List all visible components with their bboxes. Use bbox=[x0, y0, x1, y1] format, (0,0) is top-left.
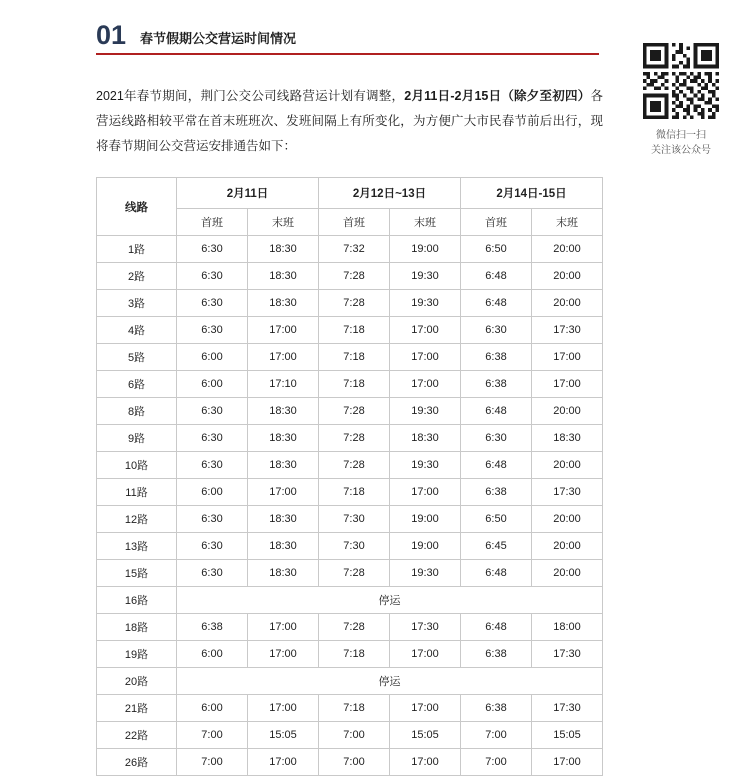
cell-time: 6:50 bbox=[461, 506, 532, 533]
cell-time: 7:00 bbox=[177, 722, 248, 749]
cell-time: 20:00 bbox=[532, 452, 603, 479]
th-group-1: 2月12日~13日 bbox=[319, 178, 461, 209]
cell-time: 18:30 bbox=[248, 506, 319, 533]
cell-time: 17:00 bbox=[390, 317, 461, 344]
table-row bbox=[97, 290, 603, 317]
cell-time: 6:30 bbox=[177, 533, 248, 560]
cell-time: 15:05 bbox=[390, 722, 461, 749]
table-row bbox=[97, 371, 603, 398]
cell-time: 15:05 bbox=[248, 722, 319, 749]
cell-route: 2路 bbox=[97, 263, 177, 290]
table-row bbox=[97, 668, 603, 695]
cell-time: 7:00 bbox=[461, 749, 532, 776]
cell-time: 6:00 bbox=[177, 479, 248, 506]
cell-time: 6:48 bbox=[461, 398, 532, 425]
cell-time: 7:18 bbox=[319, 371, 390, 398]
cell-time: 7:28 bbox=[319, 560, 390, 587]
cell-time: 17:00 bbox=[390, 641, 461, 668]
cell-route: 5路 bbox=[97, 344, 177, 371]
cell-time: 6:30 bbox=[461, 317, 532, 344]
th-sub-0: 首班 bbox=[177, 209, 248, 236]
cell-time: 15:05 bbox=[532, 722, 603, 749]
cell-time: 7:30 bbox=[319, 533, 390, 560]
cell-time: 6:38 bbox=[461, 344, 532, 371]
th-group-0: 2月11日 bbox=[177, 178, 319, 209]
th-sub-1: 末班 bbox=[248, 209, 319, 236]
cell-time: 6:38 bbox=[461, 641, 532, 668]
cell-time: 6:30 bbox=[177, 317, 248, 344]
cell-time: 17:00 bbox=[248, 749, 319, 776]
cell-time: 7:18 bbox=[319, 641, 390, 668]
cell-time: 7:18 bbox=[319, 695, 390, 722]
cell-time: 18:30 bbox=[248, 290, 319, 317]
cell-route: 12路 bbox=[97, 506, 177, 533]
table-row bbox=[97, 398, 603, 425]
cell-time: 17:30 bbox=[532, 317, 603, 344]
cell-time: 7:28 bbox=[319, 614, 390, 641]
cell-time: 7:18 bbox=[319, 317, 390, 344]
cell-time: 17:30 bbox=[390, 614, 461, 641]
para-part1: 2021年春节期间，荆门公交公司线路营运计划有调整， bbox=[96, 89, 405, 103]
cell-time: 19:30 bbox=[390, 452, 461, 479]
cell-time: 6:48 bbox=[461, 290, 532, 317]
cell-time: 7:30 bbox=[319, 506, 390, 533]
table-row bbox=[97, 425, 603, 452]
cell-time: 6:30 bbox=[177, 398, 248, 425]
table-row bbox=[97, 452, 603, 479]
cell-time: 17:00 bbox=[532, 371, 603, 398]
table-row bbox=[97, 344, 603, 371]
cell-time: 17:00 bbox=[248, 317, 319, 344]
cell-route: 19路 bbox=[97, 641, 177, 668]
cell-time: 18:30 bbox=[248, 533, 319, 560]
cell-time: 6:48 bbox=[461, 614, 532, 641]
cell-time: 20:00 bbox=[532, 236, 603, 263]
cell-route: 21路 bbox=[97, 695, 177, 722]
qr-caption-line2: 关注该公众号 bbox=[651, 145, 711, 156]
th-sub-5: 末班 bbox=[532, 209, 603, 236]
cell-time: 6:30 bbox=[177, 263, 248, 290]
qr-caption bbox=[627, 128, 735, 158]
cell-time: 20:00 bbox=[532, 506, 603, 533]
cell-time: 7:00 bbox=[319, 722, 390, 749]
cell-route: 26路 bbox=[97, 749, 177, 776]
para-bold: 2月11日-2月15日（除夕至初四） bbox=[404, 89, 591, 103]
cell-time: 18:30 bbox=[248, 560, 319, 587]
table-row bbox=[97, 479, 603, 506]
cell-time: 17:00 bbox=[248, 641, 319, 668]
cell-route: 8路 bbox=[97, 398, 177, 425]
cell-time: 6:30 bbox=[177, 506, 248, 533]
cell-time: 7:28 bbox=[319, 398, 390, 425]
page-title: 春节假期公交营运时间情况 bbox=[140, 31, 297, 47]
cell-time: 7:28 bbox=[319, 290, 390, 317]
table-row bbox=[97, 506, 603, 533]
cell-stopped: 停运 bbox=[177, 587, 603, 614]
cell-time: 6:48 bbox=[461, 452, 532, 479]
cell-time: 17:00 bbox=[390, 479, 461, 506]
cell-time: 6:48 bbox=[461, 263, 532, 290]
cell-time: 17:00 bbox=[248, 479, 319, 506]
cell-time: 17:10 bbox=[248, 371, 319, 398]
cell-time: 19:00 bbox=[390, 236, 461, 263]
table-row bbox=[97, 587, 603, 614]
qr-code-icon[interactable] bbox=[640, 40, 722, 122]
header-rule bbox=[96, 22, 599, 55]
cell-time: 19:00 bbox=[390, 506, 461, 533]
cell-time: 6:30 bbox=[177, 425, 248, 452]
cell-time: 6:00 bbox=[177, 695, 248, 722]
cell-time: 6:38 bbox=[461, 371, 532, 398]
schedule-table-wrap bbox=[0, 177, 751, 776]
cell-route: 22路 bbox=[97, 722, 177, 749]
cell-time: 7:00 bbox=[461, 722, 532, 749]
cell-time: 20:00 bbox=[532, 560, 603, 587]
cell-time: 18:30 bbox=[390, 425, 461, 452]
section-number: 01 bbox=[96, 20, 127, 50]
cell-time: 6:00 bbox=[177, 344, 248, 371]
cell-time: 6:00 bbox=[177, 371, 248, 398]
cell-route: 20路 bbox=[97, 668, 177, 695]
table-row bbox=[97, 749, 603, 776]
schedule-table bbox=[96, 177, 603, 776]
table-row bbox=[97, 236, 603, 263]
cell-time: 18:30 bbox=[532, 425, 603, 452]
cell-time: 7:18 bbox=[319, 479, 390, 506]
cell-time: 20:00 bbox=[532, 398, 603, 425]
cell-time: 19:30 bbox=[390, 560, 461, 587]
table-row bbox=[97, 317, 603, 344]
table-header-row bbox=[97, 178, 603, 209]
cell-time: 17:00 bbox=[532, 344, 603, 371]
cell-time: 6:48 bbox=[461, 560, 532, 587]
cell-time: 6:30 bbox=[461, 425, 532, 452]
table-row bbox=[97, 533, 603, 560]
cell-time: 18:30 bbox=[248, 263, 319, 290]
cell-time: 6:38 bbox=[461, 479, 532, 506]
cell-time: 17:30 bbox=[532, 641, 603, 668]
cell-time: 17:00 bbox=[390, 749, 461, 776]
cell-time: 6:45 bbox=[461, 533, 532, 560]
cell-time: 7:28 bbox=[319, 452, 390, 479]
document-page bbox=[0, 22, 751, 777]
th-sub-2: 首班 bbox=[319, 209, 390, 236]
cell-time: 6:30 bbox=[177, 290, 248, 317]
cell-time: 19:30 bbox=[390, 290, 461, 317]
th-sub-4: 首班 bbox=[461, 209, 532, 236]
para-part2: 各营运线路相较平常在首末班班次、发班间隔上有所变化，为方便广大市民春节前后出行，现将春节期间公交营运安排通告如下： bbox=[96, 89, 603, 153]
cell-time: 7:28 bbox=[319, 263, 390, 290]
cell-route: 4路 bbox=[97, 317, 177, 344]
cell-time: 7:28 bbox=[319, 425, 390, 452]
cell-route: 3路 bbox=[97, 290, 177, 317]
cell-time: 6:30 bbox=[177, 560, 248, 587]
th-group-2: 2月14日-15日 bbox=[461, 178, 603, 209]
cell-route: 15路 bbox=[97, 560, 177, 587]
cell-time: 6:50 bbox=[461, 236, 532, 263]
cell-time: 18:30 bbox=[248, 236, 319, 263]
cell-time: 17:00 bbox=[532, 749, 603, 776]
cell-time: 6:38 bbox=[177, 614, 248, 641]
cell-time: 6:38 bbox=[461, 695, 532, 722]
cell-route: 13路 bbox=[97, 533, 177, 560]
table-row bbox=[97, 560, 603, 587]
cell-time: 6:00 bbox=[177, 641, 248, 668]
cell-time: 18:30 bbox=[248, 398, 319, 425]
cell-time: 19:30 bbox=[390, 398, 461, 425]
cell-time: 17:30 bbox=[532, 695, 603, 722]
cell-time: 19:00 bbox=[390, 533, 461, 560]
th-sub-3: 末班 bbox=[390, 209, 461, 236]
cell-route: 11路 bbox=[97, 479, 177, 506]
cell-time: 7:18 bbox=[319, 344, 390, 371]
table-row bbox=[97, 263, 603, 290]
cell-time: 20:00 bbox=[532, 263, 603, 290]
table-row bbox=[97, 722, 603, 749]
table-row bbox=[97, 641, 603, 668]
cell-time: 18:30 bbox=[248, 452, 319, 479]
cell-route: 16路 bbox=[97, 587, 177, 614]
cell-time: 17:30 bbox=[532, 479, 603, 506]
qr-caption-line1: 微信扫一扫 bbox=[656, 130, 706, 141]
cell-time: 6:30 bbox=[177, 236, 248, 263]
cell-stopped: 停运 bbox=[177, 668, 603, 695]
cell-route: 10路 bbox=[97, 452, 177, 479]
cell-time: 17:00 bbox=[248, 695, 319, 722]
cell-time: 17:00 bbox=[390, 344, 461, 371]
qr-block bbox=[627, 40, 735, 158]
th-route: 线路 bbox=[97, 178, 177, 236]
cell-time: 17:00 bbox=[390, 371, 461, 398]
cell-time: 6:30 bbox=[177, 452, 248, 479]
table-row bbox=[97, 695, 603, 722]
cell-time: 7:32 bbox=[319, 236, 390, 263]
cell-route: 6路 bbox=[97, 371, 177, 398]
cell-time: 20:00 bbox=[532, 533, 603, 560]
cell-time: 18:00 bbox=[532, 614, 603, 641]
cell-time: 17:00 bbox=[248, 344, 319, 371]
cell-route: 9路 bbox=[97, 425, 177, 452]
cell-time: 19:30 bbox=[390, 263, 461, 290]
cell-route: 18路 bbox=[97, 614, 177, 641]
cell-time: 18:30 bbox=[248, 425, 319, 452]
cell-time: 20:00 bbox=[532, 290, 603, 317]
cell-time: 7:00 bbox=[177, 749, 248, 776]
cell-time: 17:00 bbox=[390, 695, 461, 722]
cell-time: 17:00 bbox=[248, 614, 319, 641]
cell-route: 1路 bbox=[97, 236, 177, 263]
table-row bbox=[97, 614, 603, 641]
cell-time: 7:00 bbox=[319, 749, 390, 776]
